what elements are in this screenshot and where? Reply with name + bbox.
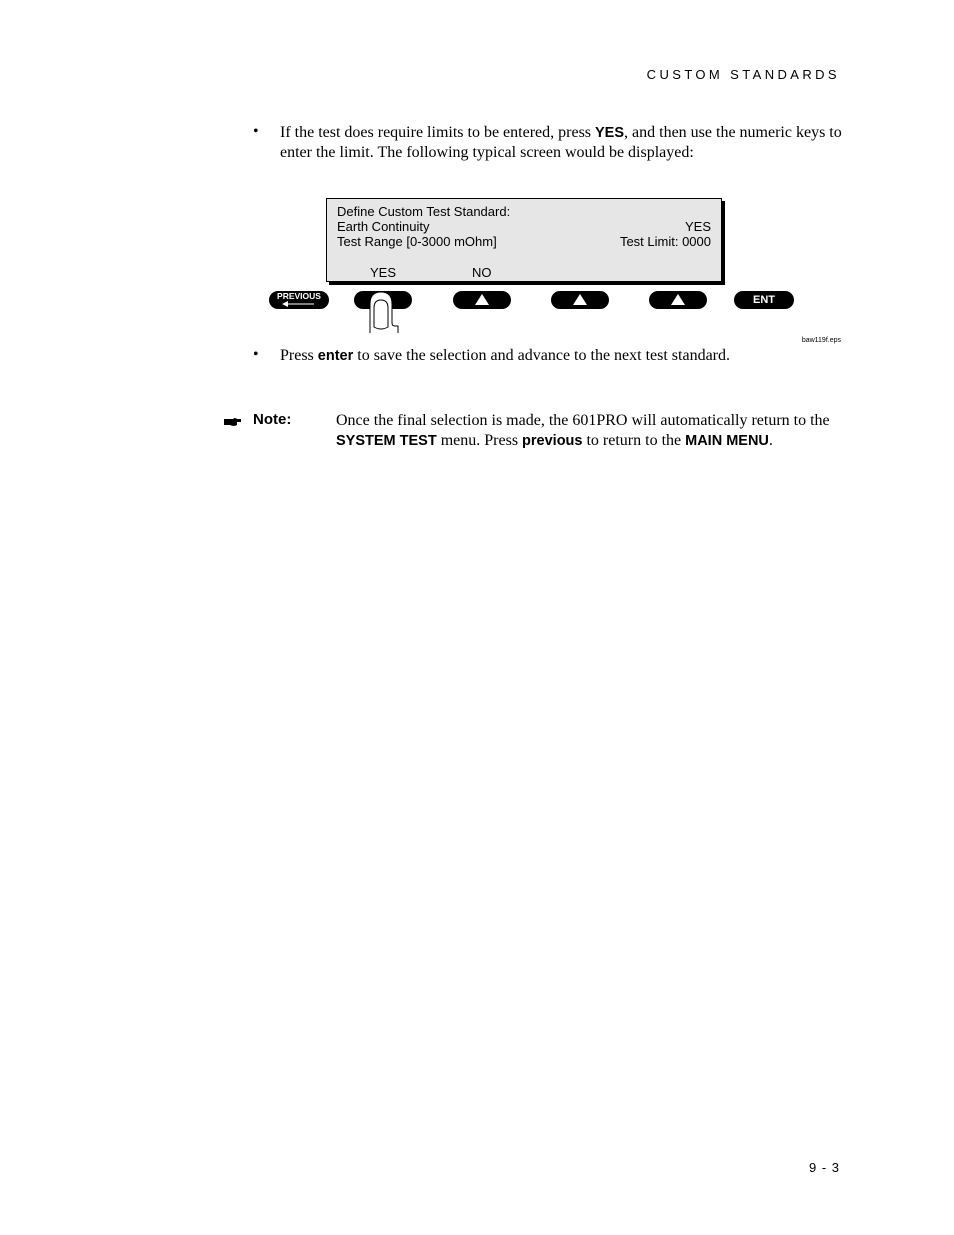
system-test-menu-name: SYSTEM TEST [336, 433, 437, 449]
main-menu-name: MAIN MENU [685, 433, 769, 449]
key-yes: YES [595, 125, 625, 141]
lcd-display [326, 198, 722, 282]
enter-button[interactable]: ENT [734, 291, 794, 309]
instruction-paragraph-enter: Press enter to save the selection and advance to the next test standard. [280, 347, 731, 364]
display-line-1: Define Custom Test Standard: [337, 204, 511, 219]
section-header: CUSTOM STANDARDS [646, 67, 840, 82]
display-yes-value: YES [684, 219, 711, 234]
bullet-marker: • [253, 346, 259, 363]
up-arrow-icon [573, 294, 587, 305]
note-text: Once the final selection is made, the 601PRO will automatically return to the SYSTEM TEST menu. Press previous to return to the MAIN MENU. [336, 412, 830, 449]
softkey-4[interactable] [649, 291, 707, 309]
up-arrow-icon [671, 294, 685, 305]
pointing-hand-icon [224, 416, 242, 427]
page-number: 9 - 3 [808, 1160, 840, 1175]
up-arrow-icon [475, 294, 489, 305]
display-test-range: Test Range [0-3000 mOhm] [337, 234, 497, 249]
key-enter: enter [317, 348, 354, 364]
figure-caption: baw119f.eps [801, 337, 841, 344]
softkey-3[interactable] [551, 291, 609, 309]
previous-button[interactable]: PREVIOUS [269, 291, 329, 309]
display-test-name: Earth Continuity [337, 219, 430, 234]
back-arrow-icon [282, 301, 316, 307]
softkey-2[interactable] [453, 291, 511, 309]
instruction-paragraph-limits: If the test does require limits to be entered, press YES, and then use the numeric keys to enter the limit. The following typical screen would be displayed: [280, 124, 842, 161]
softkey-2-label: NO [472, 265, 492, 280]
note-label: Note: [253, 411, 292, 428]
display-test-limit: Test Limit: 0000 [619, 234, 711, 249]
finger-press-icon [364, 290, 404, 334]
bullet-marker: • [253, 123, 259, 140]
key-previous: previous [522, 433, 583, 449]
softkey-1-label: YES [370, 265, 397, 280]
